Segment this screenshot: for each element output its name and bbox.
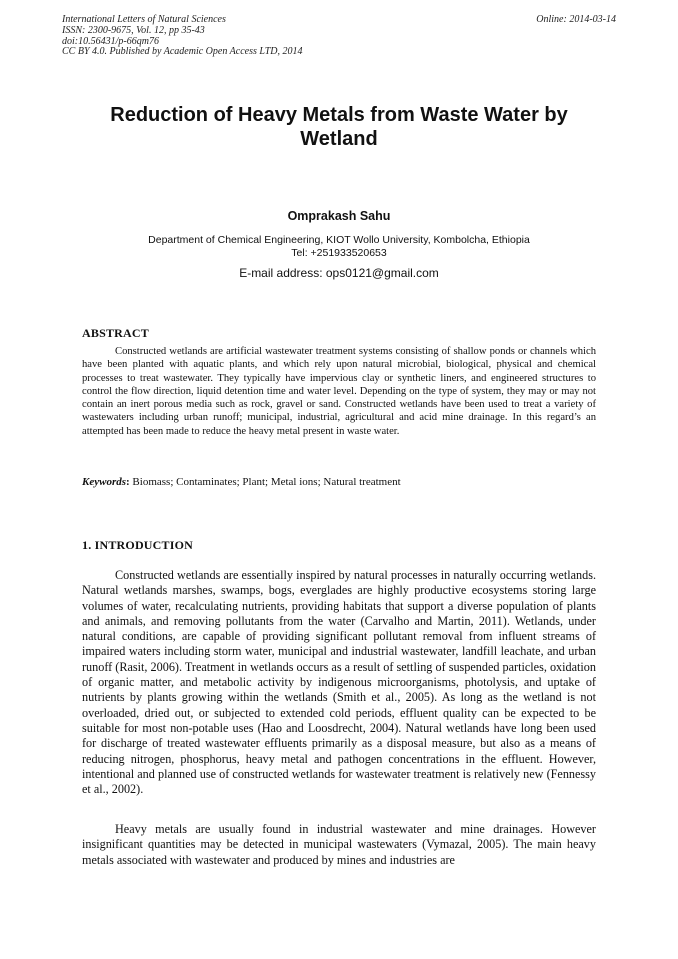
telephone: Tel: +251933520653 bbox=[291, 246, 387, 259]
journal-doi: doi:10.56431/p-66qm76 bbox=[62, 35, 159, 47]
introduction-paragraph-1: Constructed wetlands are essentially inspired by natural processes in naturally occurring wetlands. Natural wetlands marshes, swamps, bogs, everglades are highly productive ecosystems storing large volumes of water, recalculating nutrients, providing habitats that support a diverse population of plants and animals, and removing pollutants from the water (Carvalho and Martin, 2011). Wetlands, under natural conditions, are capable of providing significant pollutant removal from influent streams of impaired waters including storm water, municipal and industrial wastewater, landfill leachate, and urban runoff (Rasit, 2006). Treatment in wetlands occurs as a result of settling of suspended particles, oxidation of organic matter, and metabolic activity by indigenous microorganisms, photolysis, and uptake of nutrients by plants growing within the wetlands (Smith et al., 2005). As long as the wetland is not overloaded, dried out, or subjected to extended cold periods, effluent quality can be expected to be suitable for most non-potable uses (Hao and Loosdrecht, 2004). Natural wetlands have long been used for discharge of treated wastewater effluents primarily as a disposal measure, but also as a means of reducing nitrogen, phosphorus, heavy metal and pathogen concentrations in the effluent. However, intentional and planned use of constructed wetlands for wastewater treatment is relatively new (Fennessy et al., 2002). bbox=[82, 568, 596, 797]
author-name: Omprakash Sahu bbox=[287, 209, 391, 223]
introduction-heading: 1. INTRODUCTION bbox=[82, 538, 194, 552]
paper-title: Reduction of Heavy Metals from Waste Water by Wetland bbox=[110, 104, 568, 150]
affiliation: Department of Chemical Engineering, KIOT Wollo University, Kombolcha, Ethiopia bbox=[148, 234, 530, 246]
keywords-list: Biomass; Contaminates; Plant; Metal ions; Natural treatment bbox=[129, 476, 401, 488]
journal-license: CC BY 4.0. Published by Academic Open Access LTD, 2014 bbox=[62, 46, 303, 58]
keywords-line: Keywords: Biomass; Contaminates; Plant; Metal ions; Natural treatment bbox=[82, 476, 401, 488]
online-date: Online: 2014-03-14 bbox=[536, 14, 616, 25]
keywords-label: Keywords bbox=[82, 476, 126, 488]
introduction-paragraph-2: Heavy metals are usually found in industrial wastewater and mine drainages. However insignificant quantities may be detected in municipal wastewaters (Vymazal, 2005). The main heavy metals associated with wastewater and produced by mines and industries are bbox=[82, 822, 596, 867]
author-email: E-mail address: ops0121@gmail.com bbox=[239, 266, 439, 280]
journal-name: International Letters of Natural Sciences bbox=[62, 14, 226, 25]
journal-issn: ISSN: 2300-9675, Vol. 12, pp 35-43 bbox=[62, 24, 205, 36]
author-affiliation-block bbox=[0, 234, 678, 259]
journal-header bbox=[62, 15, 616, 58]
abstract-heading: ABSTRACT bbox=[82, 326, 149, 340]
abstract-text: Constructed wetlands are artificial wastewater treatment systems consisting of shallow ponds or channels which have been planted with aquatic plants, and which rely upon natural microbial, biological, physical and chemical processes to treat wastewater. They typically have impervious clay or synthetic liners, and engineered structures to control the flow direction, liquid detention time and water level. Depending on the type of system, they may or may not contain an inert porous media such as rock, gravel or sand. Constructed wetlands have been used to treat a variety of wastewaters including urban runoff; municipal, industrial, agricultural and acid mine drainage. In this regard’s an attempted has been made to reduce the heavy metal present in waste water. bbox=[82, 346, 596, 437]
